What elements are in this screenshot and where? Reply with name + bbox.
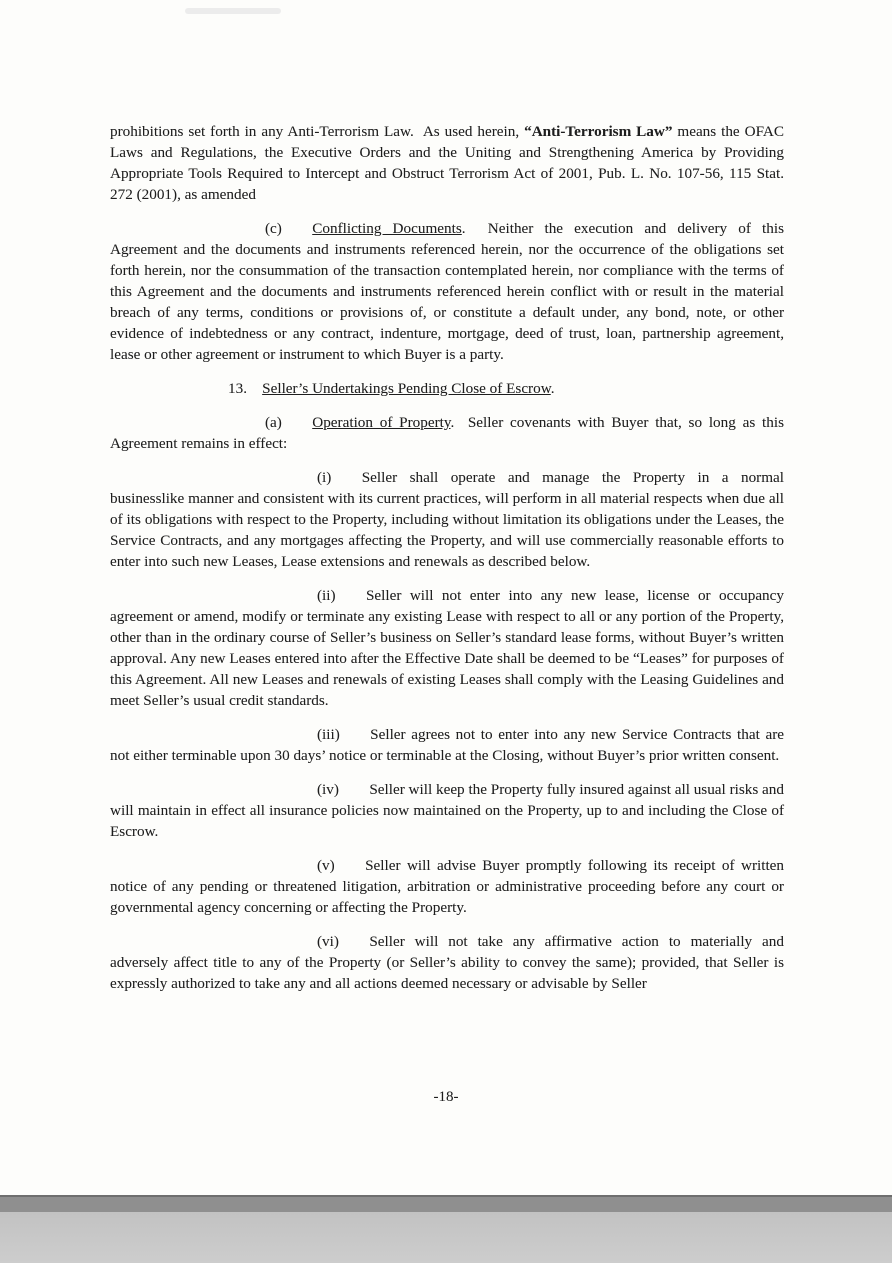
paragraph-a-operation-of-property [110, 412, 784, 454]
paragraph-label: (a) [265, 414, 282, 431]
paragraph-label: 13. [228, 380, 247, 397]
paragraph-label: (c) [265, 220, 282, 237]
paragraph-label: (vi) [317, 933, 339, 950]
text-run: Seller agrees not to enter into any new Service Contracts that are not either terminable upon 30 days’ notice or terminable at the Closing, without Buyer’s prior written consent. [110, 726, 784, 764]
text-run: . Neither the execution and delivery of this Agreement and the documents and instruments referenced herein, nor the occurrence of the obligations set forth herein, nor the consummation of the transaction contemplated herein, nor compliance with the terms of this Agreement and the documents and instruments referenced herein conflict with or result in the material breach of any terms, conditions or provisions of, or constitute a default under, any bond, note, or other evidence of indebtedness or any contract, indenture, mortgage, deed of trust, loan, partnership agreement, lease or other agreement or instrument to which Buyer is a party. [110, 220, 785, 363]
text-run: Seller will advise Buyer promptly following its receipt of written notice of any pending or threatened litigation, arbitration or administrative proceeding before any court or governmental agency concerning or affecting the Property. [110, 857, 784, 916]
scan-edge-artifact-light [0, 1212, 892, 1263]
paragraph-label: (ii) [317, 587, 336, 604]
underlined-heading: Seller’s Undertakings Pending Close of Escrow [262, 380, 551, 397]
text-run: . [550, 380, 555, 397]
paragraph-c-conflicting-documents [110, 218, 784, 365]
document-body [110, 121, 784, 1007]
text-run: “Anti-Terrorism Law” [524, 123, 673, 140]
paragraph-label: (i) [317, 469, 332, 486]
paragraph-ii-new-leases [110, 585, 784, 711]
paragraph-label: (iv) [317, 781, 339, 798]
text-run: Seller will not take any affirmative action to materially and adversely affect title to any of the Property (or Seller’s ability to convey the same); provided, that Seller is expressly authorized to take any and all actions deemed necessary or advisable by Seller [110, 933, 784, 992]
paragraph-iv-insurance [110, 779, 784, 842]
paragraph-v-litigation-notice [110, 855, 784, 918]
paragraph-i-operate-and-manage [110, 467, 784, 572]
text-run: means the OFAC Laws and Regulations, the Executive Orders and the Uniting and Strengthening America by Providing Appropriate Tools Required to Intercept and Obstruct Terrorism Act of 2001, Pub. L. No. 107-56, 115 Stat. 272 (2001), as amended [110, 123, 784, 203]
text-run: . Seller covenants with Buyer that, so long as this Agreement remains in effect: [110, 414, 784, 452]
paragraph-anti-terrorism-law [110, 121, 784, 205]
underlined-heading: Operation of Property [312, 414, 451, 431]
text-run: Seller shall operate and manage the Property in a normal businesslike manner and consistent with its current practices, will perform in all material respects when due all of its obligations with respect to the Property, including without limitation its obligations under the Leases, the Service Contracts, and any mortgages affecting the Property, and will use commercially reasonable efforts to enter into such new Leases, Lease extensions and renewals as described below. [110, 469, 784, 570]
page-number: -18- [433, 1089, 459, 1105]
underlined-heading: Conflicting Documents [312, 220, 462, 237]
paragraph-label: (iii) [317, 726, 340, 743]
text-run: Seller will not enter into any new lease, license or occupancy agreement or amend, modify or terminate any existing Lease with respect to all or any portion of the Property, other than in the ordinary course of Seller’s business on Seller’s standard lease forms, without Buyer’s written approval. Any new Leases entered into after the Effective Date shall be deemed to be “Leases” for purposes of this Agreement. All new Leases and renewals of existing Leases shall comply with the Leasing Guidelines and meet Seller’s usual credit standards. [110, 587, 784, 709]
heading-13-sellers-undertakings [110, 378, 784, 399]
text-run: Seller will keep the Property fully insured against all usual risks and will maintain in effect all insurance policies now maintained on the Property, up to and including the Close of Escrow. [110, 781, 784, 840]
paragraph-iii-service-contracts [110, 724, 784, 766]
paragraph-vi-title-actions [110, 931, 784, 994]
paragraph-label: (v) [317, 857, 335, 874]
scan-smudge-artifact [185, 8, 281, 14]
text-run: prohibitions set forth in any Anti-Terrorism Law. As used herein, [110, 123, 525, 140]
